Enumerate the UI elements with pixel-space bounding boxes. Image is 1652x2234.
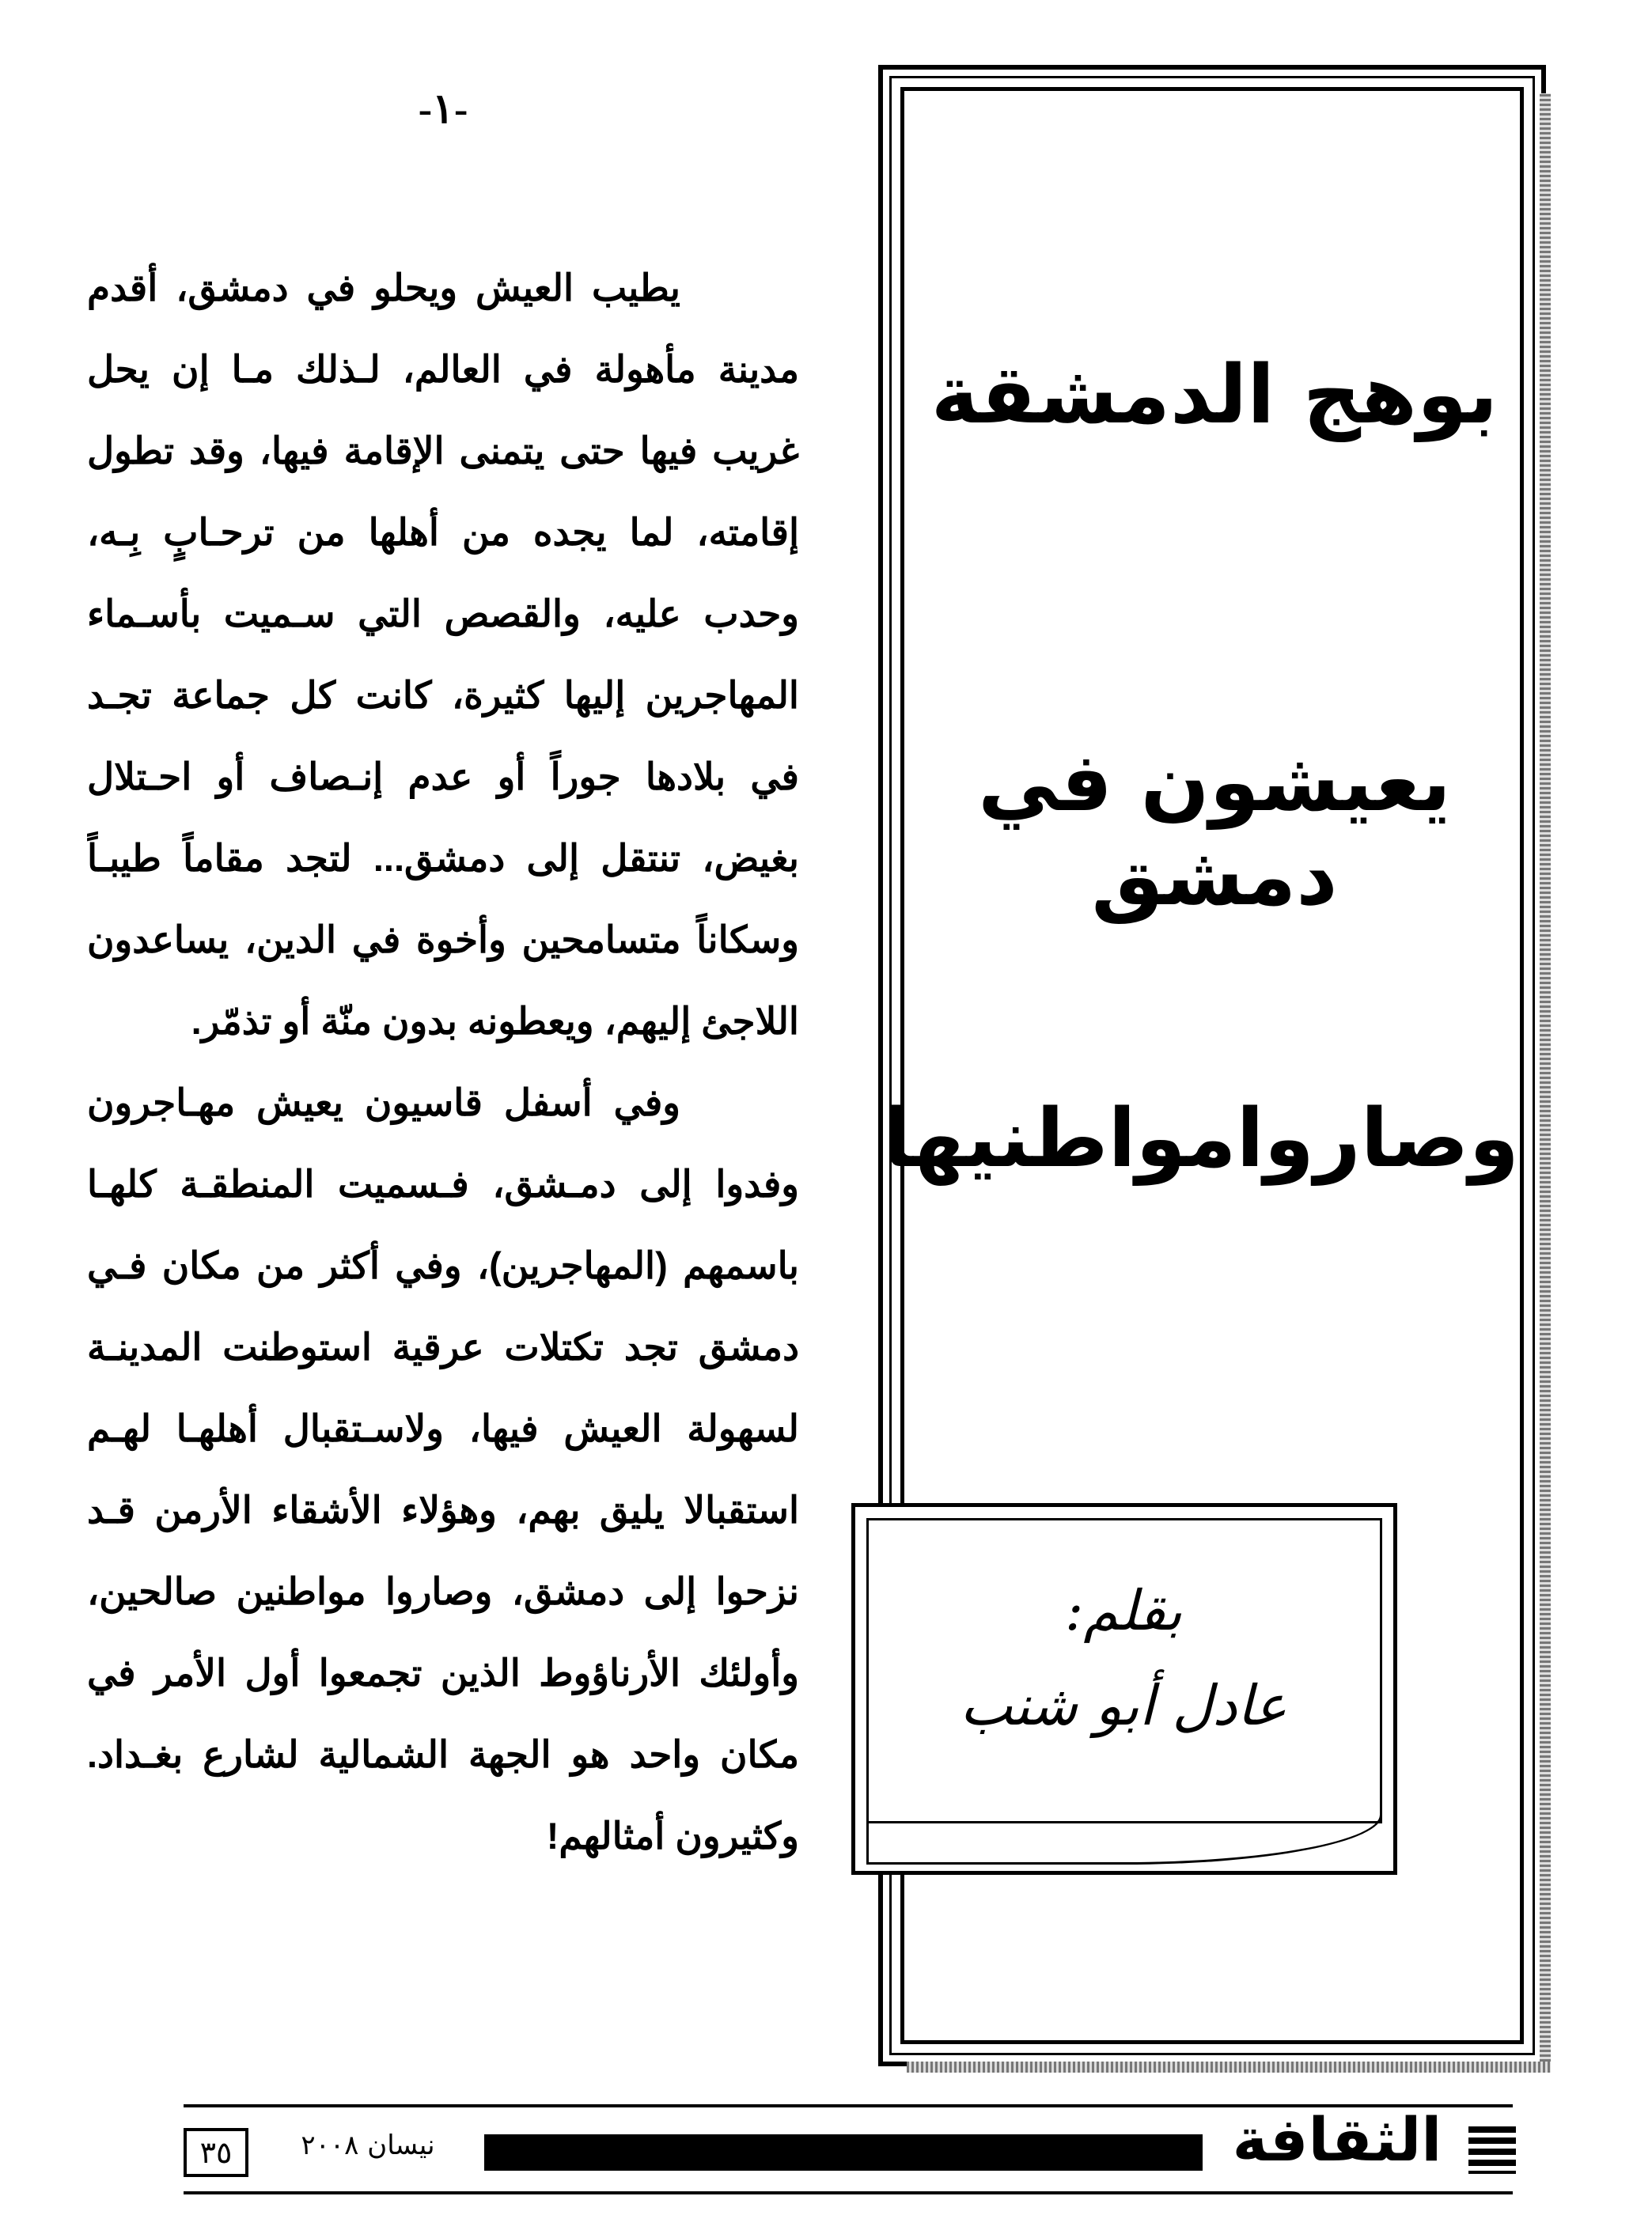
article-line: وسكاناً متسامحين وأخوة في الدين، يساعدون [87,918,799,960]
article-line: وحدب عليه، والقصص التي سـميت بأسـماء [87,593,799,634]
article-line: مكان واحد هو الجهة الشمالية لشارع بغـداد. [87,1733,799,1775]
title-line-1: بوهج الدمشقة [930,348,1499,442]
frame-shadow-right [1540,93,1551,2071]
title-line-3: وصاروامواطنيها [882,1092,1519,1186]
article-line: وكثيرون أمثالهم! [546,1815,799,1857]
footer-black-bar [484,2134,1203,2171]
article-line: يطيب العيش ويحلو في دمشق، أقدم [87,267,680,309]
article-line: استقبالا يليق بهم، وهؤلاء الأشقاء الأرمن قـد [87,1489,799,1531]
article-line: مدينة مأهولة في العالم، لـذلك مـا إن يحل [87,348,799,390]
page-number: ٣٥ [184,2128,248,2177]
author-box-curl [866,1815,1382,1865]
issue-date: نيسان ٢٠٠٨ [301,2130,435,2161]
section-number: -١- [418,87,468,132]
article-line: غريب فيها حتى يتمنى الإقامة فيها، وقد تطول [87,430,799,471]
article-line: بغيض، تنتقل إلى دمشق... لتجد مقاماً طيبـاً [87,837,799,879]
article-line: باسمهم (المهاجرين)، وفي أكثر من مكان فـي [87,1244,799,1286]
article-line: إقامته، لما يجده من أهلها من ترحـابٍ بِـه، [87,511,799,553]
article-body [87,247,799,1876]
article-line: دمشق تجد تكتلات عرقية استوطنت المدينـة [87,1326,799,1368]
frame-shadow-bottom [907,2062,1551,2073]
article-line: نزحوا إلى دمشق، وصاروا مواطنين صالحين، [87,1570,799,1612]
article-line: وأولئك الأرناؤوط الذين تجمعوا أول الأمر في [87,1652,799,1694]
author-name: عادل أبو شنب [960,1673,1287,1738]
article-line: المهاجرين إليها كثيرة، كانت كل جماعة تجـد [87,674,799,716]
author-box-inner-border [866,1518,1382,1823]
logo-stripes-icon [1468,2126,1516,2174]
footer-bottom-rule [184,2191,1513,2194]
article-line: لسهولة العيش فيها، ولاسـتقبال أهلهـا لهـم [87,1407,799,1449]
author-label: بقلم: [1064,1578,1183,1643]
magazine-logo: الثقافة [1232,2104,1442,2175]
article-line: اللاجئ إليهم، ويعطونه بدون منّة أو تذمّر. [191,1000,799,1042]
article-line: في بلادها جوراً أو عدم إنـصاف أو احـتلال [87,755,799,797]
article-line: وفي أسفل قاسيون يعيش مهـاجرون [87,1081,680,1123]
article-line: وفدوا إلى دمـشق، فـسميت المنطقـة كلهـا [87,1163,799,1205]
title-line-2: يعيشون في دمشق [978,736,1451,924]
